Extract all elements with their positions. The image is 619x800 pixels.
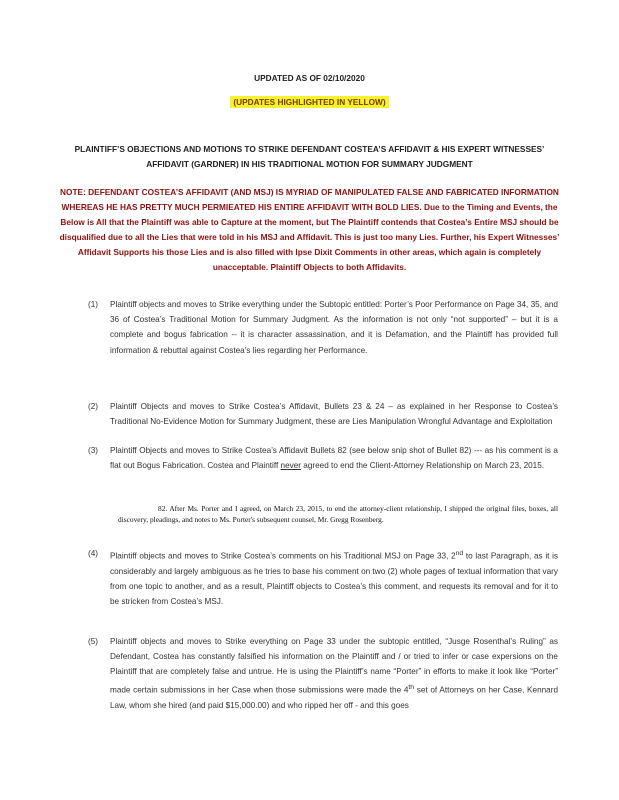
highlight-note: (UPDATES HIGHLIGHTED IN YELLOW) <box>230 96 388 108</box>
item-text-part: to last Paragraph, as it is considerably and largely ambiguous as he tries to base his comment on two (2) whole pages of textual information that vary from one topic to another, and as a result, Plaintiff objects to Costea’s this comment, and requests its removal and for it to be stricken from Costea’s MSJ. <box>110 551 558 607</box>
item-number: (5) <box>88 637 99 646</box>
objection-item-3 <box>88 443 558 473</box>
item-text <box>110 443 558 473</box>
note-paragraph <box>52 185 567 275</box>
item-number: (4) <box>88 549 99 558</box>
updated-date-heading: UPDATED AS OF 02/10/2020 <box>254 73 365 83</box>
objection-item-2 <box>88 399 558 429</box>
item-number: (2) <box>88 402 99 411</box>
objection-item-4 <box>88 546 558 610</box>
item-text-part: Plaintiff objects and moves to Strike Costea’s comments on his Traditional MSJ on Page 33, 2 <box>110 551 456 561</box>
objection-item-5 <box>88 634 559 713</box>
item-text-part: Plaintiff objects and moves to Strike everything on Page 33 under the subtopic entitled, “Jusge Rosenthal’s Ruling” as Defendant, Costea has constantly falsified his information on the Plaintiff and / or tried to infer or case expersions on the Plaintiff that are completely false and untrue. He is using the Plaintiff’s name “Porter” in efforts to make it look like “Porter” made certain submissions in her Case when those submissions were made the 4 <box>110 637 558 695</box>
ordinal-suffix: nd <box>455 550 464 557</box>
note-rest-text: Due to the Timing and Events, the Below is All that the Plaintiff was able to Capture at the moment, but The Plaintiff contends that Costea’s Entire MSJ should be disqualified due to all the Lies that were told in his MSJ and Affidavit. This is just too many Lies. Further, his Expert Witnesses’ Affidavit Supports his those Lies and is also filled with Ipse Dixit Comments in other areas, which again is completely unacceptable. Plaintiff Objects to both Affidavits. <box>59 202 560 272</box>
item-text <box>110 634 558 713</box>
item-text: Plaintiff Objects and moves to Strike Costea’s Affidavit, Bullets 23 & 24 – as explained in her Response to Costea’s Traditional No-Evidence Motion for Summary Judgment, these are Lies Manipulation Wrongful Advantage and Exploitation <box>110 402 558 427</box>
ordinal-suffix: th <box>408 683 415 691</box>
item-text <box>110 546 558 610</box>
underlined-word: never <box>280 461 302 471</box>
item-text: Plaintiff objects and moves to Strike everything under the Subtopic entitled: Porter’s Poor Performance on Page 34, 35, and 36 of Costea’s Traditional Motion for Summary Judgment. As the information is not only “not supported” – but it is a complete and bogus fabrication -- it is character assassination, and it is Defamation, and the Plaintiff has provided full information & rebuttal against Costea’s lies regarding her Performance. <box>110 300 558 355</box>
item-text-part: set of Attorneys on her Case, Kennard Law, whom she hired (and paid $15,000.00) and who ripped her off - and this goes <box>110 685 559 710</box>
item-number: (3) <box>88 446 99 455</box>
item-text-part: agreed to end the Client-Attorney Relationship on March 23, 2015. <box>301 461 545 471</box>
highlight-note-line <box>0 92 619 110</box>
item-text-part: Plaintiff Objects and moves to Strike Costea’s Affidavit Bullets 82 (see below snip shot of Bullet 82) --- as his comment is a flat out Bogus Fabrication. Costea and Plaintiff <box>110 446 558 471</box>
item-number: (1) <box>88 300 99 309</box>
note-caps-text: NOTE: DEFENDANT COSTEA’S AFFIDAVIT (AND MSJ) IS MYRIAD OF MANIPULATED FALSE AND FABRICATED INFORMATION WHEREAS HE HAS PRETTY MUCH PERMIEATED HIS ENTIRE AFFIDAVIT WITH BOLD LIES. <box>60 187 559 212</box>
affidavit-snip-bullet-82: 82. After Ms. Porter and I agreed, on March 23, 2015, to end the attorney-client relationship, I shipped the original files, boxes, all discovery, pleadings, and notes to Ms. Porter's subsequent counsel, Mr. Gregg Rosenberg. <box>118 504 558 524</box>
objection-item-1 <box>88 297 558 358</box>
document-title: PLAINTIFF’S OBJECTIONS AND MOTIONS TO STRIKE DEFENDANT COSTEA’S AFFIDAVIT & HIS EXPERT WITNESSES’ AFFIDAVIT (GARDNER) IN HIS TRADITIONAL MOTION FOR SUMMARY JUDGMENT <box>74 144 545 169</box>
